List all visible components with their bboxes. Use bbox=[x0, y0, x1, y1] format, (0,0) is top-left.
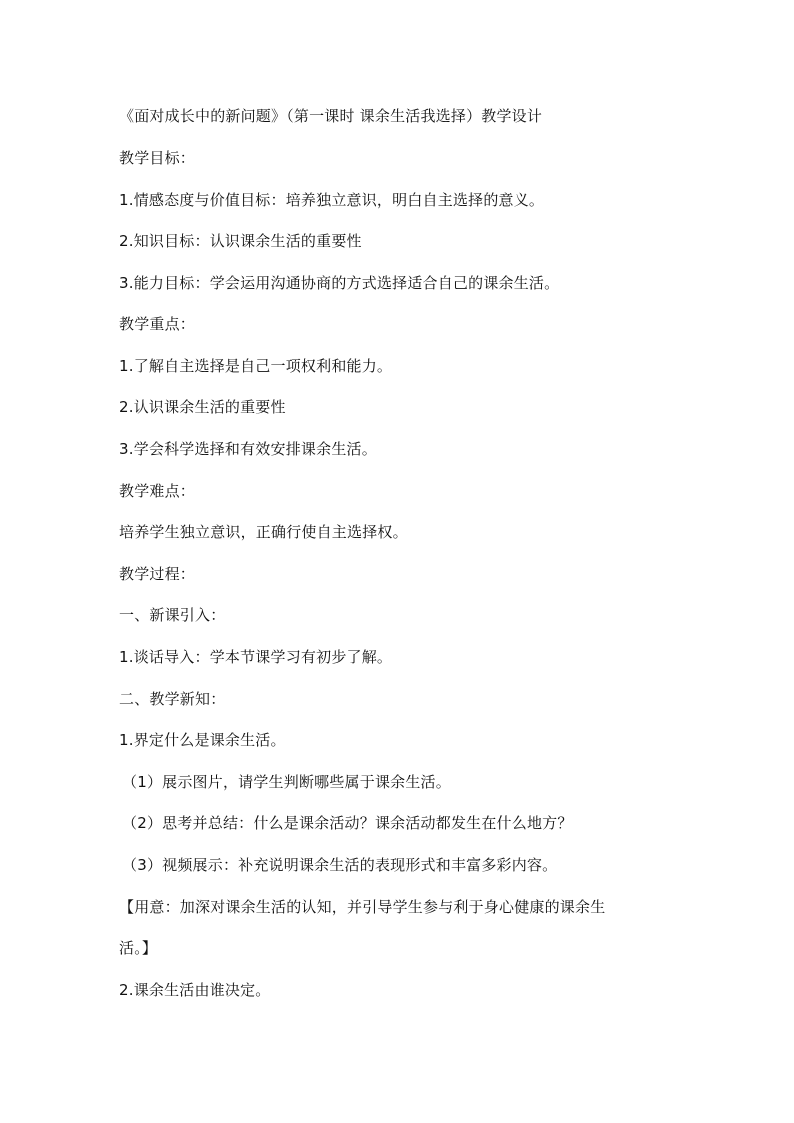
process-sub-item: （1）展示图片，请学生判断哪些属于课余生活。 bbox=[122, 773, 451, 791]
intent-note-continued: 活。】 bbox=[119, 939, 158, 957]
process-step-heading: 一、新课引入： bbox=[119, 606, 226, 624]
key-point-item: 2.认识课余生活的重要性 bbox=[119, 398, 286, 416]
process-step-item: 1.谈话导入：学本节课学习有初步了解。 bbox=[119, 648, 393, 666]
key-point-item: 3.学会科学选择和有效安排课余生活。 bbox=[119, 440, 377, 458]
objective-item: 3.能力目标：学会运用沟通协商的方式选择适合自己的课余生活。 bbox=[119, 274, 560, 292]
section-heading-process: 教学过程： bbox=[119, 565, 196, 583]
document-title: 《面对成长中的新问题》（第一课时 课余生活我选择）教学设计 bbox=[119, 107, 543, 125]
process-step-heading: 二、教学新知： bbox=[119, 690, 226, 708]
objective-item: 1.情感态度与价值目标：培养独立意识，明白自主选择的意义。 bbox=[119, 191, 545, 209]
process-step-item: 2.课余生活由谁决定。 bbox=[119, 981, 271, 999]
objective-item: 2.知识目标：认识课余生活的重要性 bbox=[119, 232, 362, 250]
section-heading-difficulties: 教学难点： bbox=[119, 482, 196, 500]
difficulty-item: 培养学生独立意识，正确行使自主选择权。 bbox=[119, 523, 408, 541]
key-point-item: 1.了解自主选择是自己一项权利和能力。 bbox=[119, 357, 393, 375]
process-sub-item: （3）视频展示：补充说明课余生活的表现形式和丰富多彩内容。 bbox=[122, 856, 558, 874]
process-step-item: 1.界定什么是课余生活。 bbox=[119, 731, 286, 749]
process-sub-item: （2）思考并总结：什么是课余活动？课余活动都发生在什么地方？ bbox=[122, 814, 573, 832]
section-heading-objectives: 教学目标： bbox=[119, 149, 196, 167]
intent-note: 【用意：加深对课余生活的认知，并引导学生参与利于身心健康的课余生 bbox=[119, 898, 606, 916]
section-heading-key-points: 教学重点： bbox=[119, 315, 196, 333]
